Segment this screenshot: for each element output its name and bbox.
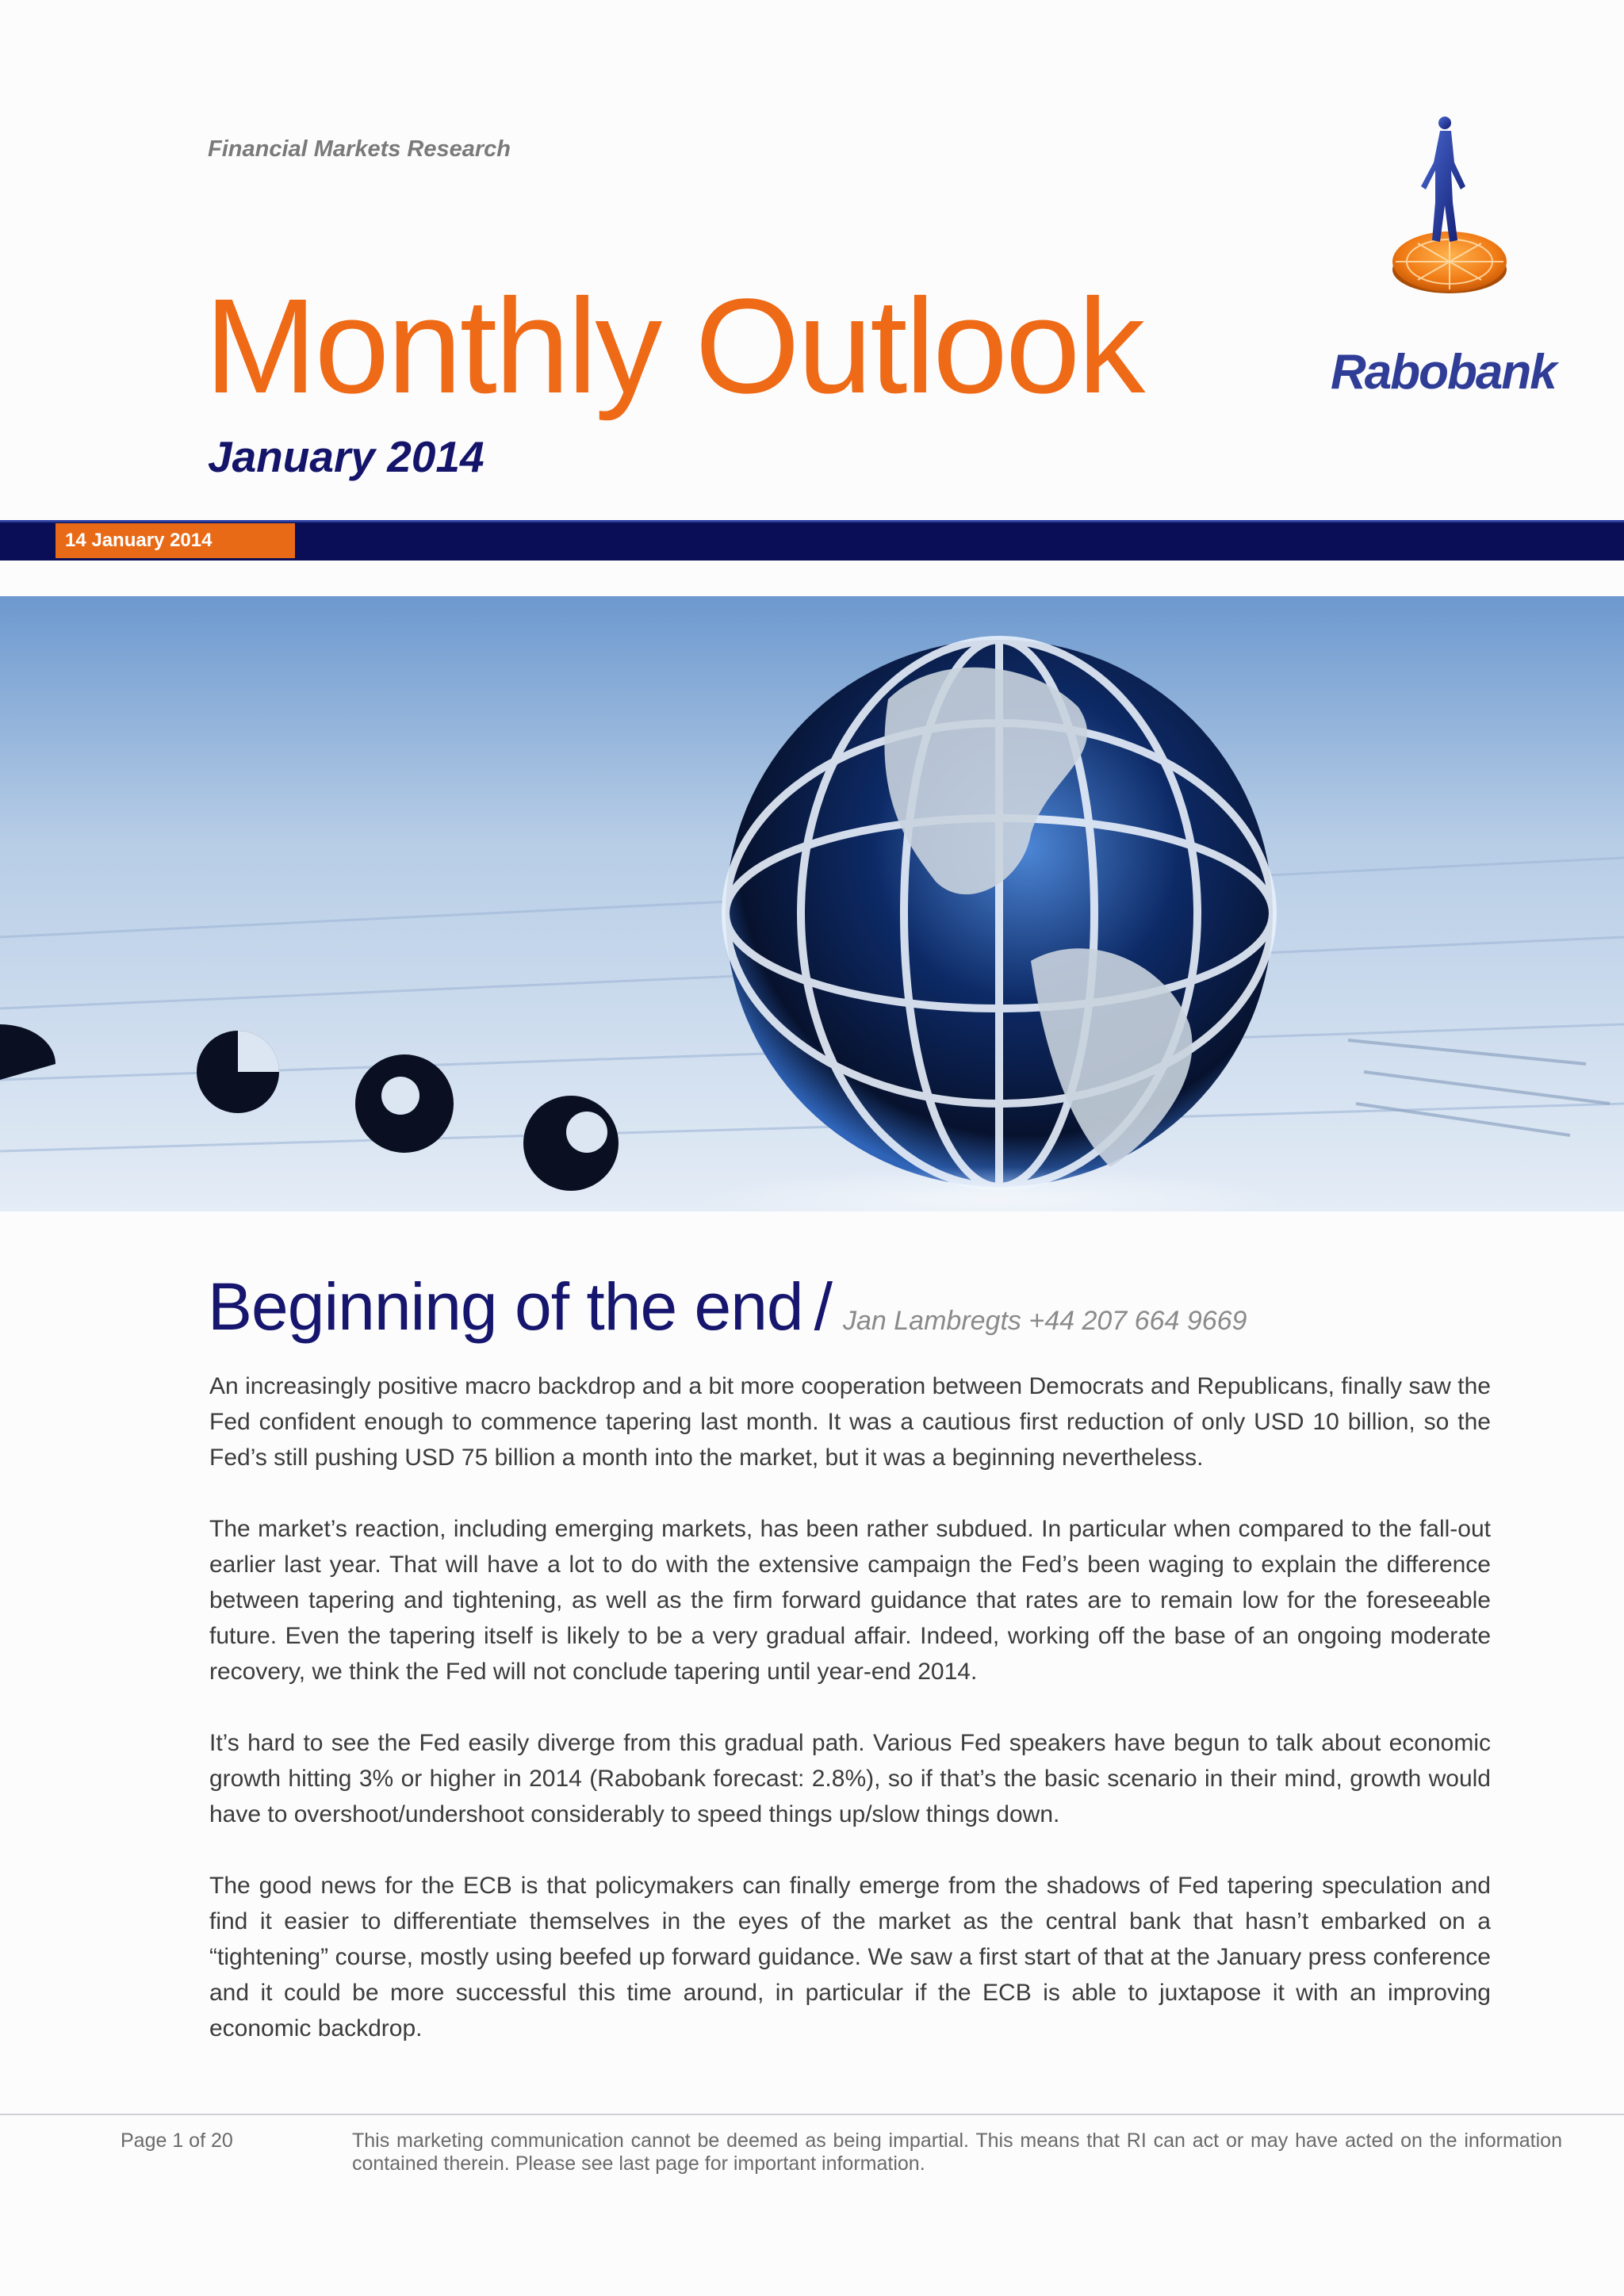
paragraph: It’s hard to see the Fed easily diverge from this gradual path. Various Fed speakers have begun to talk about economic growth hitting 3% or higher in 2014 (Rabobank forecast: 2.8%), so if that’s the basic scenario in their mind, growth would have to overshoot/undershoot considerably to speed things up/slow things down. <box>209 1730 1491 1827</box>
department-label: Financial Markets Research <box>208 136 511 162</box>
section-title: Beginning of the end <box>208 1269 803 1344</box>
title-separator: / <box>814 1269 832 1344</box>
article-body <box>209 1368 1491 2082</box>
publication-date-tab: 14 January 2014 <box>56 523 295 558</box>
footer-divider <box>0 2114 1624 2115</box>
paragraph: The market’s reaction, including emerging markets, has been rather subdued. In particular when compared to the fall-out earlier last year. That will have a lot to do with the extensive campaign the Fed’s been waging to explain the difference between tapering and tightening, as well as the firm forward guidance that rates are to remain low for the foreseeable future. Even the tapering itself is likely to be a very gradual affair. Indeed, working off the base of an ongoing moderate recovery, we think the Fed will not conclude tapering until year-end 2014. <box>209 1516 1491 1685</box>
paragraph: The good news for the ECB is that policymakers can finally emerge from the shadows of Fed tapering speculation and find it easier to differentiate themselves in the eyes of the market as the central bank that hasn’t embarked on a “tightening” course, mostly using beefed up forward guidance. We saw a first start of that at the January press conference and it could be more successful this time around, in particular if the ECB is able to juxtapose it with an improving economic backdrop. <box>209 1873 1491 2042</box>
issue-date-subtitle: January 2014 <box>208 432 485 481</box>
logo-wordmark: Rabobank <box>1331 345 1556 400</box>
globe-hero-image <box>0 596 1624 1211</box>
footer-disclaimer: This marketing communication cannot be deemed as being impartial. This means that RI can act or may have acted on the information contained therein. Please see last page for important information. <box>352 2130 1562 2175</box>
section-heading <box>208 1269 1247 1345</box>
paragraph: An increasingly positive macro backdrop and a bit more cooperation between Democrats and Republicans, finally saw the Fed confident enough to commence tapering last month. It was a cautious first reduction of only USD 10 billion, so the Fed’s still pushing USD 75 billion a month into the market, but it was a beginning nevertheless. <box>209 1373 1491 1471</box>
page-number: Page 1 of 20 <box>121 2130 233 2152</box>
document-title: Monthly Outlook <box>205 271 1143 422</box>
rabobank-logo-icon <box>1348 107 1538 305</box>
author-contact: Jan Lambregts +44 207 664 9669 <box>843 1306 1247 1336</box>
